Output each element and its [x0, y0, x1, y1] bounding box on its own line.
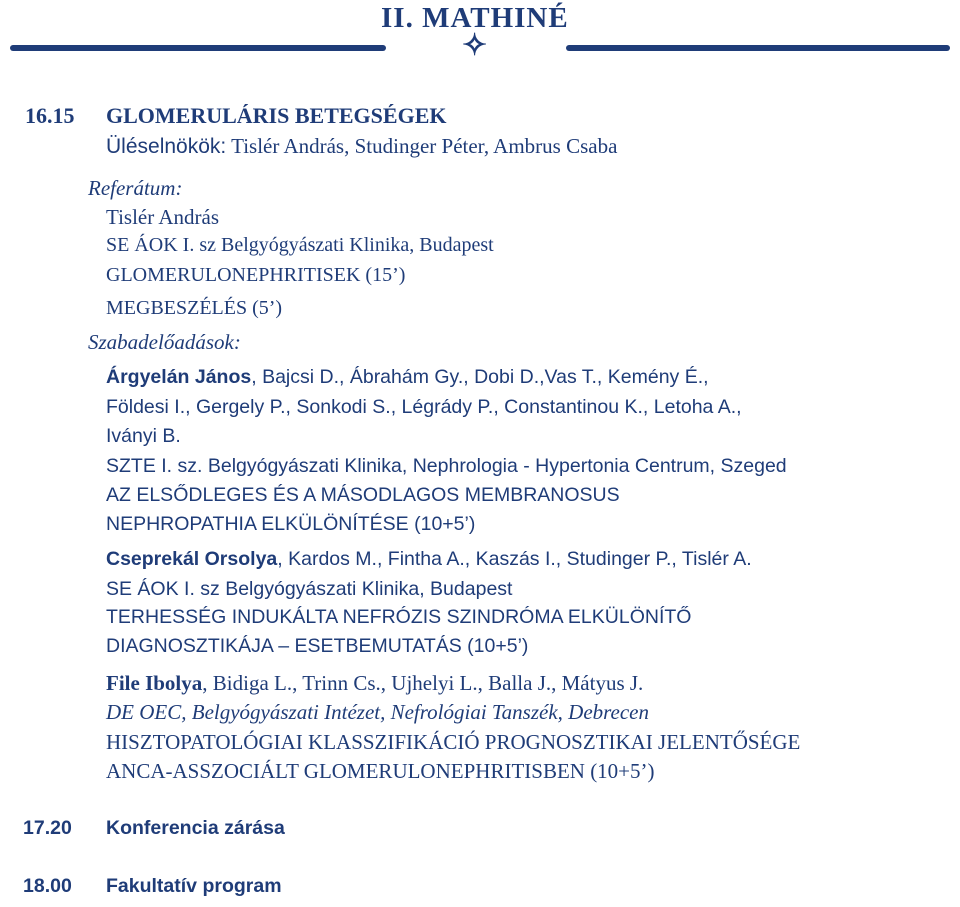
talk-3-title-line1: HISZTOPATOLÓGIAI KLASSZIFIKÁCIÓ PROGNOSZTIKAI JELENTŐSÉGE	[106, 730, 801, 754]
talk-2-authors	[106, 548, 752, 571]
referat-affiliation: SE ÁOK I. sz Belgyógyászati Klinika, Budapest	[106, 234, 494, 256]
talk-2-first-author: Cseprekál Orsolya	[106, 548, 278, 570]
ornament-icon: ✧	[462, 29, 488, 62]
talk-2-affiliation: SE ÁOK I. sz Belgyógyászati Klinika, Budapest	[106, 578, 513, 600]
talk-1-first-author: Árgyelán János	[106, 366, 252, 388]
closing-label-1: Konferencia zárása	[106, 817, 285, 839]
closing-time-2: 18.00	[23, 875, 72, 897]
referat-discussion: MEGBESZÉLÉS (5’)	[106, 297, 283, 319]
talk-1-authors-line2: Földesi I., Gergely P., Sonkodi S., Légrády P., Constantinou K., Letoha A.,	[106, 396, 742, 418]
talk-3-authors	[106, 671, 643, 696]
chairs-names: Tislér András, Studinger Péter, Ambrus Csaba	[231, 134, 618, 158]
talk-2-title-line1: TERHESSÉG INDUKÁLTA NEFRÓZIS SZINDRÓMA ELKÜLÖNÍTŐ	[106, 606, 692, 628]
referat-heading: Referátum:	[88, 176, 183, 200]
talk-1-title-line2: NEPHROPATHIA ELKÜLÖNÍTÉSE (10+5’)	[106, 513, 476, 535]
referat-speaker: Tislér András	[106, 205, 219, 229]
talk-1-title-line1: AZ ELSŐDLEGES ÉS A MÁSODLAGOS MEMBRANOSUS	[106, 484, 620, 506]
talk-1-authors	[106, 366, 709, 389]
header-rule-left	[10, 45, 386, 51]
header-rule-right	[566, 45, 950, 51]
closing-label-2: Fakultatív program	[106, 875, 282, 897]
talk-3-first-author: File Ibolya	[106, 671, 203, 695]
chairs-label: Üléselnökök:	[106, 135, 227, 158]
talk-1-authors-line3: Iványi B.	[106, 425, 181, 447]
session-chairs	[106, 134, 617, 159]
talk-3-affiliation: DE OEC, Belgyógyászati Intézet, Nefrológiai Tanszék, Debrecen	[106, 700, 649, 724]
talk-2-title-line2: DIAGNOSZTIKÁJA – ESETBEMUTATÁS (10+5’)	[106, 635, 529, 657]
talk-3-title-line2: ANCA-ASSZOCIÁLT GLOMERULONEPHRITISBEN (10+5’)	[106, 759, 655, 783]
session-time: 16.15	[25, 103, 75, 128]
closing-time-1: 17.20	[23, 817, 72, 839]
page-title: II. MATHINÉ	[381, 2, 569, 34]
talk-3-coauthors: , Bidiga L., Trinn Cs., Ujhelyi L., Balla J., Mátyus J.	[202, 671, 644, 695]
talk-2-coauthors: , Kardos M., Fintha A., Kaszás I., Studinger P., Tislér A.	[277, 548, 752, 570]
free-talks-heading: Szabadelőadások:	[88, 330, 241, 354]
session-title: GLOMERULÁRIS BETEGSÉGEK	[106, 103, 447, 128]
talk-1-coauthors: , Bajcsi D., Ábrahám Gy., Dobi D.,Vas T., Kemény É.,	[251, 366, 709, 388]
referat-title: GLOMERULONEPHRITISEK (15’)	[106, 264, 406, 286]
talk-1-affiliation: SZTE I. sz. Belgyógyászati Klinika, Nephrologia - Hypertonia Centrum, Szeged	[106, 455, 787, 477]
